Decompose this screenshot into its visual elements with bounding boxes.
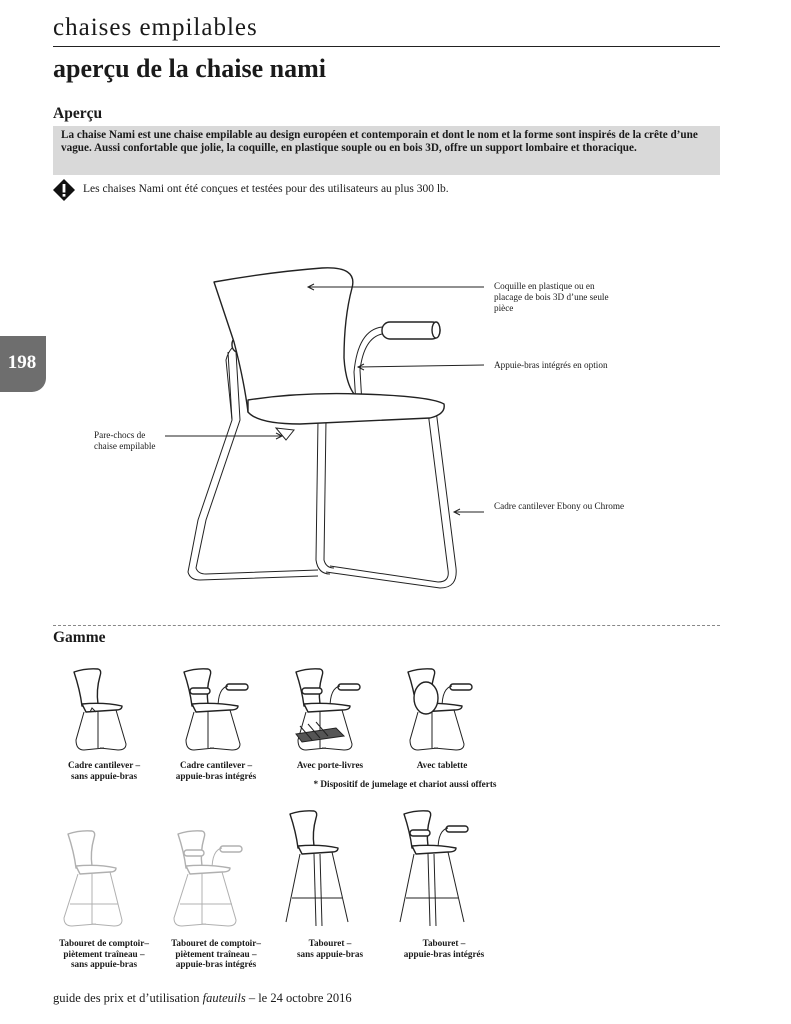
weight-warning: Les chaises Nami ont été conçues et testées pour des utilisateurs au plus 300 lb. (83, 183, 449, 195)
caption-counter-stool-arms: Tabouret de comptoir– piètement traîneau – appuie-bras intégrés (171, 938, 261, 969)
callout-arms: Appuie-bras intégrés en option (494, 360, 608, 370)
section-title: chaises empilables (53, 14, 258, 41)
section-divider (53, 625, 720, 626)
callout-shell: Coquille en plastique ou en placage de bois 3D d’une seule pièce (494, 281, 609, 313)
caption-stool-arms: Tabouret – appuie-bras intégrés (403, 938, 485, 959)
thumb-stool-arms (390, 806, 480, 932)
summary-text: La chaise Nami est une chaise empilable au design européen et contemporain et dont le nom et la forme sont inspirés de la crête d’une vague. Aussi confortable que jolie, la coquille, en plastique souple ou en bois 3D, offre un support lombaire et thoracique. (61, 129, 698, 155)
caption-book-rack: Avec porte-livres (296, 760, 364, 770)
thumb-book-rack (286, 664, 376, 756)
thumb-stool-no-arms (276, 806, 366, 932)
range-note: * Dispositif de jumelage et chariot aussi offerts (313, 779, 497, 789)
caption-cantilever-no-arms: Cadre cantilever – sans appuie-bras (67, 760, 141, 781)
footer-italic: fauteuils (202, 991, 246, 1005)
thumb-counter-stool-no-arms (56, 826, 136, 932)
page-number: 198 (7, 352, 37, 373)
callout-frame: Cadre cantilever Ebony ou Chrome (494, 501, 625, 511)
range-heading: Gamme (53, 629, 106, 646)
footer (53, 991, 352, 1006)
caption-tablet: Avec tablette (416, 760, 468, 770)
thumb-cantilever-no-arms (64, 664, 144, 756)
thumb-cantilever-arms (174, 664, 264, 756)
footer-prefix: guide des prix et d’utilisation (53, 991, 200, 1005)
overview-heading: Aperçu (53, 105, 103, 122)
thumb-tablet (398, 664, 488, 756)
caption-stool-no-arms: Tabouret – sans appuie-bras (296, 938, 364, 959)
exclamation-diamond-icon (53, 179, 75, 201)
footer-date: – le 24 octobre 2016 (245, 991, 352, 1005)
caption-cantilever-arms: Cadre cantilever – appuie-bras intégrés (175, 760, 257, 781)
caption-counter-stool-no-arms: Tabouret de comptoir– piètement traîneau – sans appuie-bras (59, 938, 149, 969)
callout-bumper: Pare-chocs de chaise empilable (94, 430, 156, 451)
thumb-counter-stool-arms (166, 826, 256, 932)
page-title: aperçu de la chaise nami (53, 54, 326, 83)
header-divider (53, 46, 720, 47)
